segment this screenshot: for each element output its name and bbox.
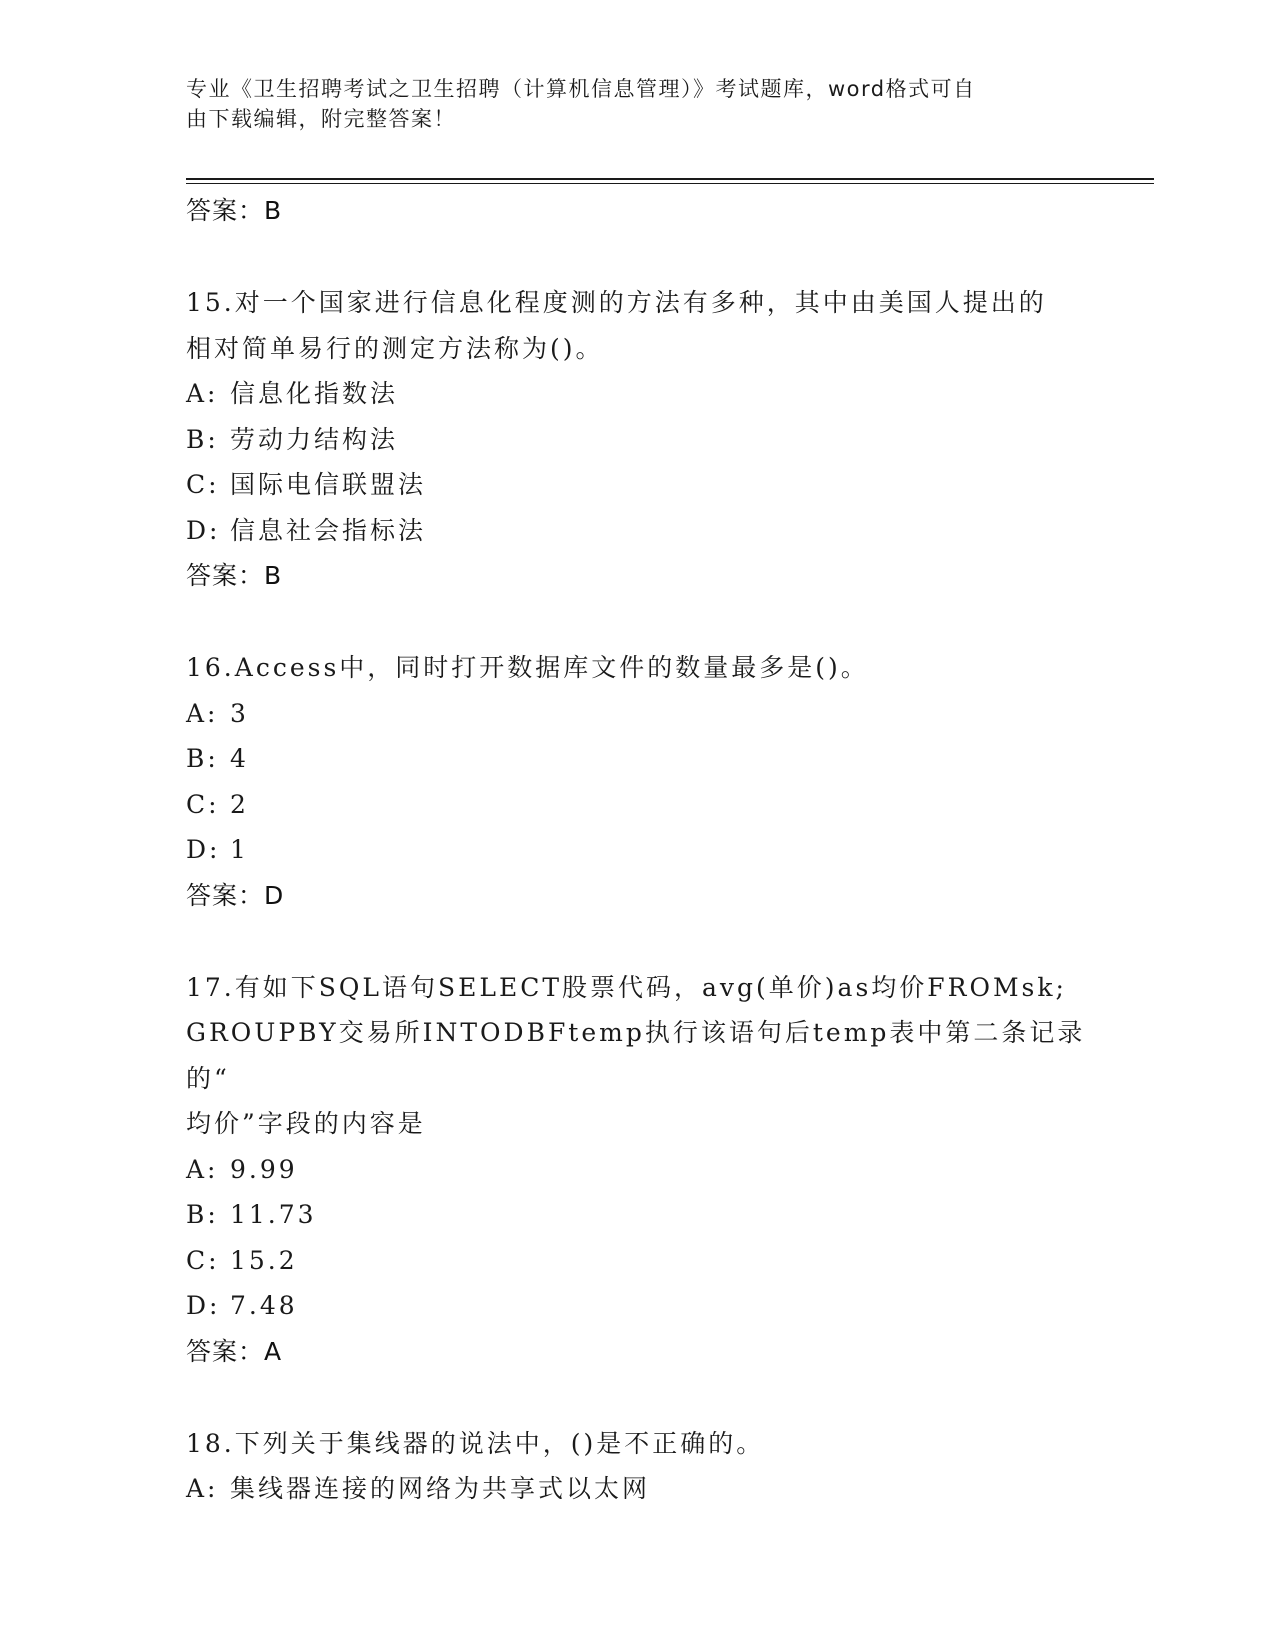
option-letter: B: <box>186 424 219 454</box>
option-a <box>186 1466 1086 1512</box>
option-c <box>186 782 1086 828</box>
option-b <box>186 1192 1086 1238</box>
header-divider-thin <box>186 183 1154 184</box>
option-letter: A: <box>186 698 219 728</box>
option-letter: C: <box>186 1245 220 1275</box>
question-stem: 16.Access中，同时打开数据库文件的数量最多是()。 <box>186 653 869 682</box>
answer-line: 答案：B <box>186 196 283 225</box>
option-letter: B: <box>186 744 219 773</box>
option-letter: A: <box>186 1154 219 1184</box>
option-letter: A: <box>186 379 219 408</box>
spacer <box>186 599 1086 645</box>
question-stem: 18.下列关于集线器的说法中，()是不正确的。 <box>186 1428 765 1458</box>
spacer <box>186 1375 1086 1421</box>
question-stem: 相对简单易行的测定方法称为()。 <box>186 333 604 363</box>
option-d <box>186 827 1086 873</box>
answer-line: 答案：A <box>186 1336 283 1366</box>
option-text: 3 <box>230 698 249 728</box>
header-line-2: 由下载编辑，附完整答案！ <box>186 107 456 131</box>
document-header <box>186 74 1066 134</box>
option-letter: C: <box>186 470 220 499</box>
header-line-1: 专业《卫生招聘考试之卫生招聘（计算机信息管理）》考试题库，word格式可自 <box>186 77 976 101</box>
question-stem: 15.对一个国家进行信息化程度测的方法有多种，其中由美国人提出的 <box>186 288 1047 317</box>
option-b <box>186 417 1086 463</box>
option-letter: D: <box>186 835 221 864</box>
option-letter: C: <box>186 789 220 819</box>
option-text: 2 <box>230 789 249 819</box>
option-a <box>186 1147 1086 1193</box>
option-c <box>186 1238 1086 1284</box>
option-text: 集线器连接的网络为共享式以太网 <box>230 1474 651 1503</box>
question-15 <box>186 280 1086 371</box>
question-stem: 17.有如下SQL语句SELECT股票代码，avg(单价)as均价FROMsk; <box>186 972 1067 1002</box>
option-d <box>186 508 1086 554</box>
answer-line: 答案：B <box>186 561 283 590</box>
option-text: 1 <box>230 835 249 864</box>
option-text: 15.2 <box>230 1245 298 1275</box>
question-16 <box>186 645 1086 691</box>
question-17 <box>186 965 1086 1147</box>
document-body <box>186 188 1086 1512</box>
option-d <box>186 1283 1086 1329</box>
option-text: 11.73 <box>230 1200 317 1229</box>
option-letter: A: <box>186 1474 219 1503</box>
option-text: 4 <box>230 744 249 773</box>
option-letter: D: <box>186 515 221 545</box>
option-text: 7.48 <box>230 1291 298 1320</box>
spacer <box>186 234 1086 280</box>
option-c <box>186 462 1086 508</box>
option-text: 信息社会指标法 <box>230 515 427 545</box>
option-a <box>186 691 1086 737</box>
option-text: 信息化指数法 <box>230 379 399 408</box>
question-18 <box>186 1421 1086 1467</box>
spacer <box>186 919 1086 965</box>
option-text: 9.99 <box>230 1154 298 1184</box>
option-text: 劳动力结构法 <box>230 424 399 454</box>
question-stem: 均价”字段的内容是 <box>186 1109 426 1138</box>
option-letter: B: <box>186 1200 219 1229</box>
question-stem: GROUPBY交易所INTODBFtemp执行该语句后temp表中第二条记录的“ <box>186 1018 1086 1093</box>
header-divider-thick <box>186 178 1154 180</box>
option-text: 国际电信联盟法 <box>230 470 427 499</box>
option-b <box>186 736 1086 782</box>
option-a <box>186 371 1086 417</box>
option-letter: D: <box>186 1291 221 1320</box>
answer-line: 答案：D <box>186 880 285 910</box>
